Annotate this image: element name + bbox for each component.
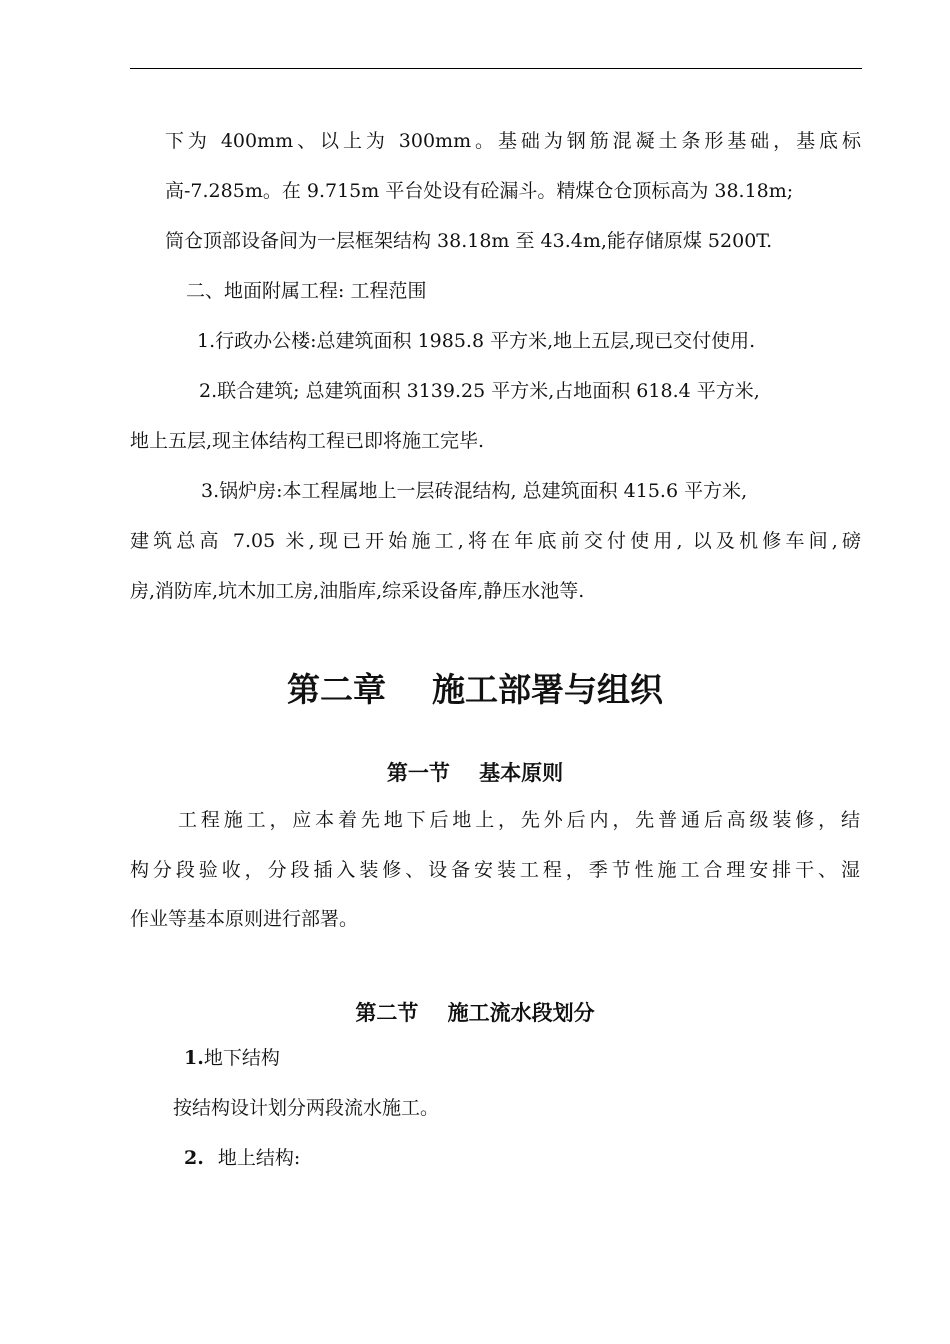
intro-line-1: 下为 400mm、以上为 300mm。基础为钢筋混凝土条形基础，基底标	[165, 130, 861, 152]
subsection-1-body: 按结构设计划分两段流水施工。	[173, 1097, 440, 1119]
section-1-line-3: 作业等基本原则进行部署。	[130, 908, 359, 930]
item-2-line-1: 2.联合建筑; 总建筑面积 3139.25 平方米,占地面积 618.4 平方米,	[199, 380, 760, 402]
section-2-title: 第二节 施工流水段划分	[355, 1000, 595, 1025]
subsection-2-heading	[184, 1146, 300, 1170]
intro-line-2: 高-7.285m。在 9.715m 平台处设有砼漏斗。精煤仓仓顶标高为 38.18m;	[165, 180, 794, 202]
header-rule	[130, 68, 862, 69]
subsection-1-number: 1.	[184, 1047, 204, 1069]
subsection-1-heading	[184, 1046, 280, 1070]
subsection-2-number: 2.	[184, 1147, 204, 1169]
intro-line-3: 筒仓顶部设备间为一层框架结构 38.18m 至 43.4m,能存储原煤 5200T.	[165, 230, 773, 252]
chapter-title: 第二章 施工部署与组织	[287, 670, 663, 709]
section-1-line-1: 工程施工，应本着先地下后地上，先外后内，先普通后高级装修，结	[178, 809, 860, 831]
item-3-line-3: 房,消防库,坑木加工房,油脂库,综采设备库,静压水池等.	[130, 580, 585, 602]
section-heading-ground-works: 二、地面附属工程: 工程范围	[186, 280, 427, 302]
section-1-title: 第一节 基本原则	[386, 760, 564, 785]
subsection-1-text: 地下结构	[203, 1047, 280, 1069]
item-2-line-2: 地上五层,现主体结构工程已即将施工完毕.	[130, 430, 485, 452]
section-1-line-2: 构分段验收，分段插入装修、设备安装工程，季节性施工合理安排干、湿	[130, 859, 860, 881]
item-3-line-1: 3.锅炉房:本工程属地上一层砖混结构, 总建筑面积 415.6 平方米,	[201, 480, 748, 502]
item-1-office-building: 1.行政办公楼:总建筑面积 1985.8 平方米,地上五层,现已交付使用.	[197, 330, 756, 352]
subsection-2-text: 地上结构:	[217, 1147, 301, 1169]
item-3-line-2: 建筑总高 7.05 米,现已开始施工,将在年底前交付使用, 以及机修车间,磅	[130, 530, 861, 552]
